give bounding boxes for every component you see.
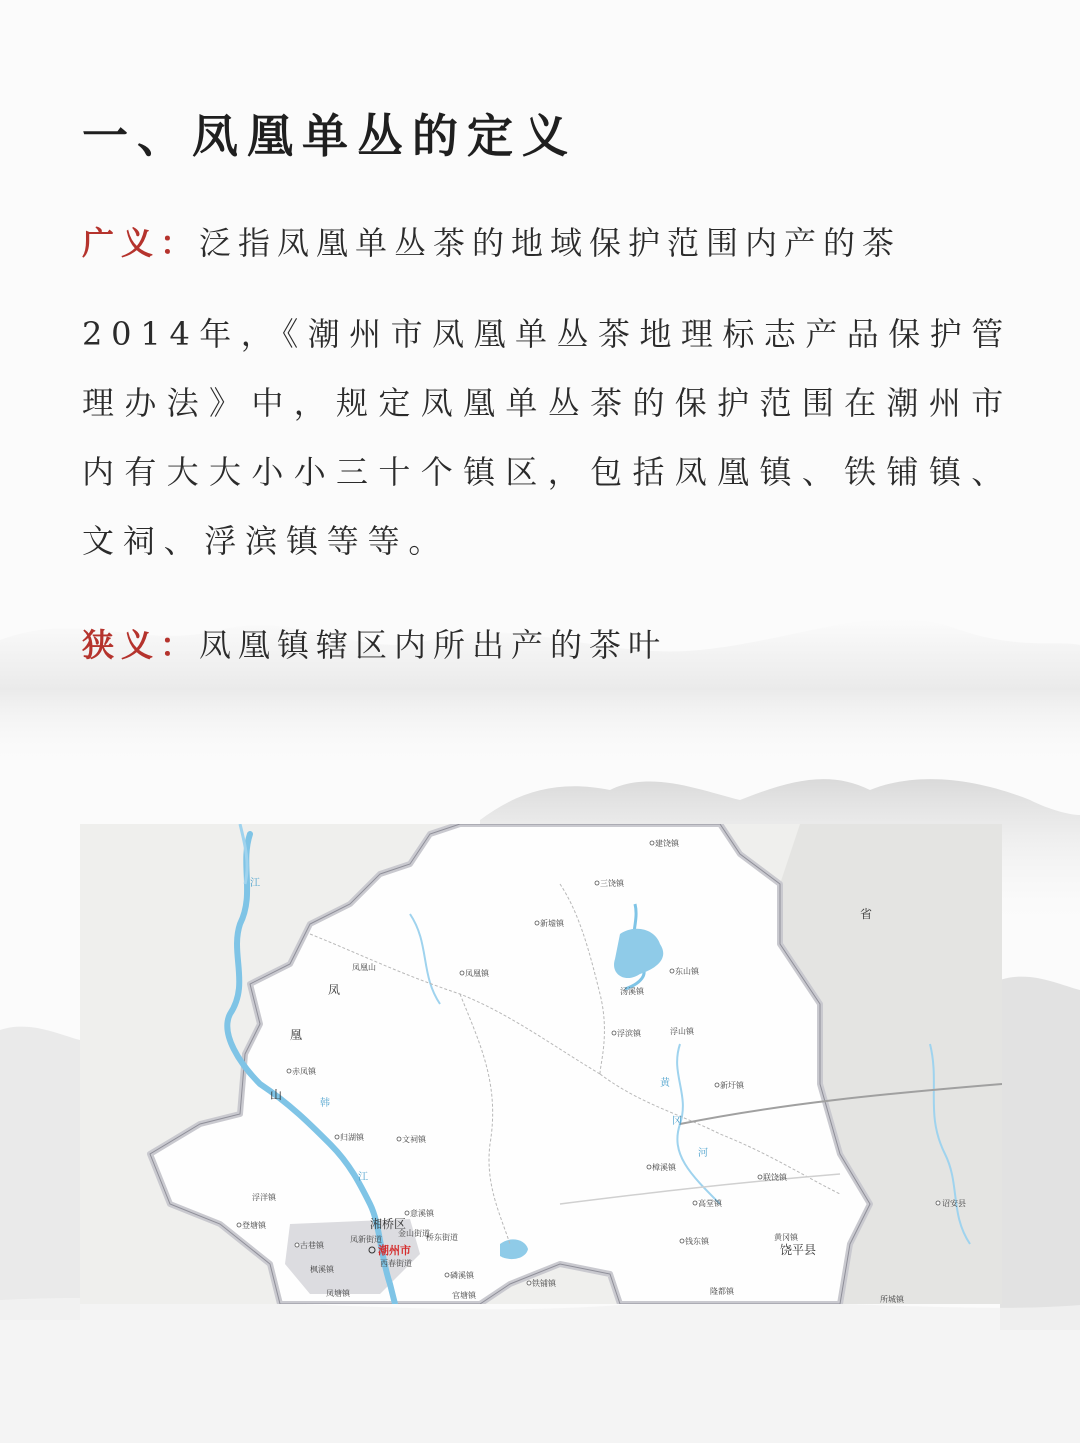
map-label-raoping: 饶平县 [780, 1243, 817, 1257]
map-label-jinshan: 金山街道 [398, 1229, 430, 1238]
broad-definition-label: 广义： [82, 224, 200, 262]
map-label-jianrao: 建饶镇 [655, 839, 679, 848]
narrow-definition-text: 凤凰镇辖区内所出产的茶叶 [199, 626, 668, 664]
map-label-guanyun: 官塘镇 [452, 1291, 476, 1300]
map-label-gaotang: 高堂镇 [698, 1199, 722, 1208]
map-label-yixi: 意溪镇 [410, 1209, 434, 1218]
map-label-fengxi: 枫溪镇 [310, 1265, 334, 1274]
map-label-yinlong: 隆都镇 [710, 1287, 734, 1296]
map-label-mountain-1: 凤 [328, 983, 341, 997]
narrow-definition [82, 620, 667, 666]
section-title: 一、凤凰单丛的定义 [82, 109, 577, 163]
map-label-river-4: 黄 [660, 1078, 670, 1089]
map-label-fengxin: 凤新街道 [350, 1235, 382, 1244]
broad-definition-text: 泛指凤凰单丛茶的地域保护范围内产的茶 [199, 224, 902, 262]
map-label-fenghuangshan: 凤凰山 [352, 963, 376, 972]
map-label-tiepu: 铁铺镇 [532, 1279, 556, 1288]
map-label-zhanglin: 樟溪镇 [652, 1163, 676, 1172]
map-label-fubin: 浮滨镇 [617, 1029, 641, 1038]
map-label-zhaoan: 诏安县 [942, 1199, 966, 1208]
map-label-river-5: 冈 [672, 1116, 682, 1127]
map-label-river-6: 河 [698, 1148, 708, 1159]
map-label-mountain-3: 山 [270, 1088, 283, 1102]
broad-definition [82, 218, 901, 264]
map-label-fengtang: 凤塘镇 [326, 1289, 350, 1298]
map-label-qiaodong: 桥东街道 [426, 1233, 458, 1242]
map-label-river-2: 韩 [320, 1098, 330, 1109]
map-label-dengtang: 登塘镇 [242, 1221, 266, 1230]
map-label-suocheng: 所城镇 [880, 1295, 904, 1304]
map-label-qiandong: 钱东镇 [685, 1237, 709, 1246]
map-label-wenci: 文祠镇 [402, 1135, 426, 1144]
map-label-district: 湘桥区 [370, 1217, 407, 1231]
map-label-huanggang: 黄冈镇 [774, 1233, 798, 1242]
map-label-fushan: 浮山镇 [670, 1027, 694, 1036]
narrow-definition-label: 狭义： [82, 626, 200, 664]
map-label-fenghuang: 凤凰镇 [465, 969, 489, 978]
map-label-city: 潮州市 [378, 1244, 411, 1257]
map-label-xichun: 西春街道 [380, 1259, 412, 1268]
map-label-river-3: 江 [358, 1172, 368, 1183]
map-label-xinxu: 新墟镇 [540, 919, 564, 928]
map-label-lixi: 磷溪镇 [450, 1271, 474, 1280]
map-label-tangxi: 汤溪镇 [620, 987, 644, 996]
map-label-guxiang: 古巷镇 [300, 1241, 324, 1250]
chaozhou-region-map [80, 824, 1002, 1304]
regulation-paragraph: 2014年，《潮州市凤凰单丛茶地理标志产品保护管理办法》中，规定凤凰单丛茶的保护范围在潮州市内有大大小小三十个镇区，包括凤凰镇、铁铺镇、文祠、浮滨镇等等。 [82, 315, 1012, 560]
map-label-chifeng: 赤凤镇 [292, 1067, 316, 1076]
map-label-river-1: 江 [250, 878, 260, 889]
map-label-mountain-2: 凰 [290, 1028, 303, 1042]
map-label-fuyang: 浮洋镇 [252, 1193, 276, 1202]
map-label-guitou: 归湖镇 [340, 1133, 364, 1142]
map-label-sanrao: 三饶镇 [600, 879, 624, 888]
map-label-dongshan: 东山镇 [675, 967, 699, 976]
map-label-xinxuzhen: 新圩镇 [720, 1081, 744, 1090]
map-label-province: 省 [860, 907, 873, 921]
map-label-liandong: 联饶镇 [763, 1173, 787, 1182]
